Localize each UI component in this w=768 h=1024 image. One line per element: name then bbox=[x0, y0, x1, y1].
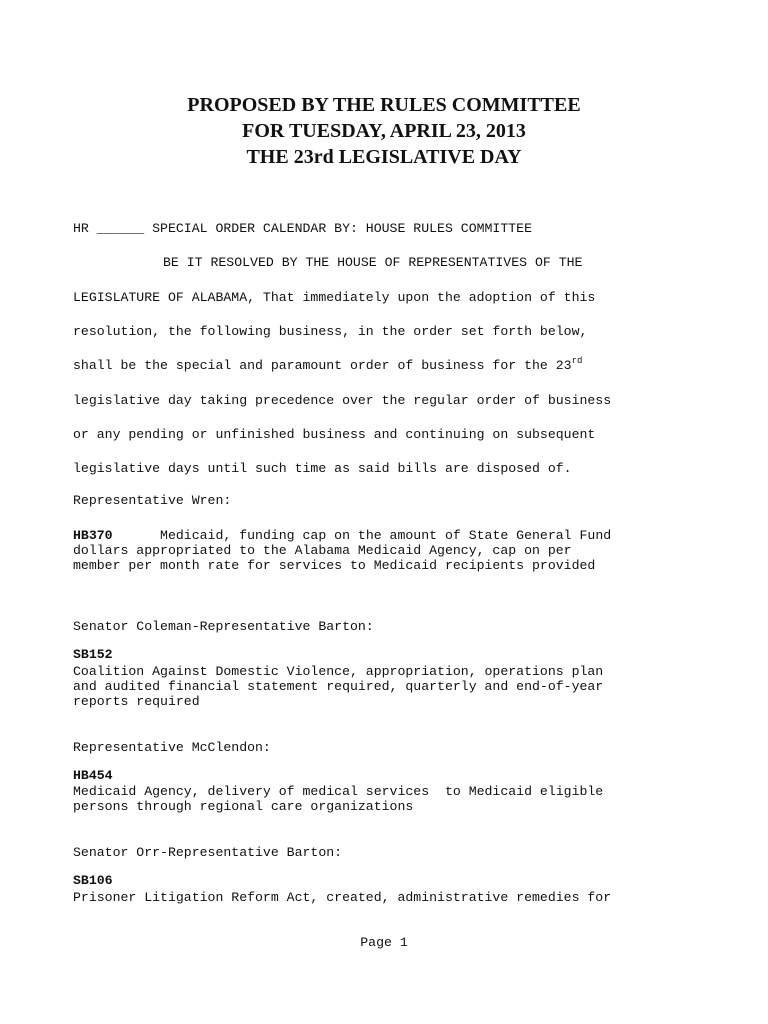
bill-hb454-line-2: persons through regional care organizations bbox=[73, 799, 414, 814]
resolution-line-1: BE IT RESOLVED BY THE HOUSE OF REPRESENTATIVES OF THE bbox=[163, 255, 583, 270]
bill-number: HB454 bbox=[73, 768, 113, 783]
bill-number: SB106 bbox=[73, 873, 113, 888]
page-number: Page 1 bbox=[360, 935, 408, 950]
bill-sb106-line-1: Prisoner Litigation Reform Act, created, administrative remedies for bbox=[73, 890, 612, 905]
bill-hb370-line-2: dollars appropriated to the Alabama Medicaid Agency, cap on per bbox=[73, 543, 572, 558]
resolution-line-7: legislative days until such time as said bills are disposed of. bbox=[73, 461, 572, 476]
bill-sb152-line-3: reports required bbox=[73, 694, 200, 709]
bill-number: SB152 bbox=[73, 647, 113, 662]
bill-hb454-line-1: Medicaid Agency, delivery of medical services to Medicaid eligible bbox=[73, 784, 604, 799]
bill-number: HB370 bbox=[73, 528, 113, 543]
bill-sb152-line-2: and audited financial statement required, quarterly and end-of-year bbox=[73, 679, 604, 694]
sponsor-orr-barton: Senator Orr-Representative Barton: bbox=[73, 845, 343, 860]
sponsor-mcclendon: Representative McClendon: bbox=[73, 740, 271, 755]
resolution-line-6: or any pending or unfinished business and continuing on subsequent bbox=[73, 427, 596, 442]
resolution-line-4 bbox=[73, 355, 583, 373]
resolution-line-3: resolution, the following business, in the order set forth below, bbox=[73, 324, 588, 339]
bill-description: Medicaid, funding cap on the amount of State General Fund bbox=[112, 528, 612, 543]
bill-hb370-line-3: member per month rate for services to Medicaid recipients provided bbox=[73, 558, 596, 573]
resolution-line-2: LEGISLATURE OF ALABAMA, That immediately upon the adoption of this bbox=[73, 290, 596, 305]
title-line-1: PROPOSED BY THE RULES COMMITTEE bbox=[187, 94, 581, 116]
calendar-line: HR ______ SPECIAL ORDER CALENDAR BY: HOUSE RULES COMMITTEE bbox=[73, 221, 532, 236]
sponsor-coleman-barton: Senator Coleman-Representative Barton: bbox=[73, 619, 374, 634]
resolution-line-5: legislative day taking precedence over the regular order of business bbox=[73, 393, 612, 408]
ordinal-suffix: rd bbox=[571, 355, 583, 366]
resolution-line-4-text: shall be the special and paramount order of business for the 23 bbox=[73, 358, 572, 373]
title-line-2: FOR TUESDAY, APRIL 23, 2013 bbox=[242, 120, 526, 142]
title-line-3: THE 23rd LEGISLATIVE DAY bbox=[246, 146, 522, 168]
sponsor-wren: Representative Wren: bbox=[73, 493, 232, 508]
bill-sb152-line-1: Coalition Against Domestic Violence, appropriation, operations plan bbox=[73, 664, 604, 679]
bill-hb370-line-1 bbox=[73, 528, 611, 543]
